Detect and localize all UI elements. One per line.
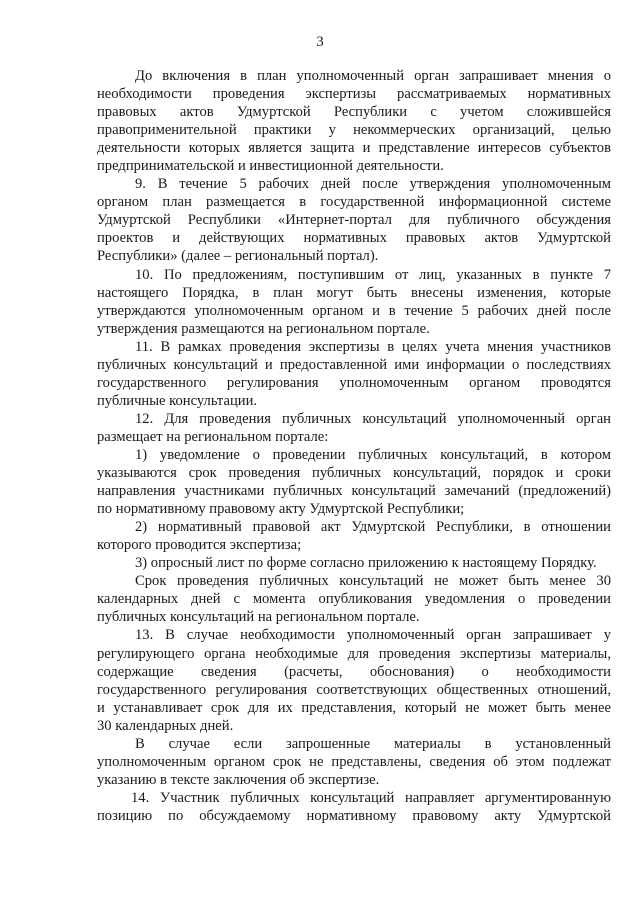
text-line: 9. В течение 5 рабочих дней после утверждения уполномоченным [135,176,611,193]
paragraph-p-10 [97,266,611,338]
paragraph-p-term [97,572,611,626]
text-line: 12. Для проведения публичных консультаций уполномоченный орган [135,410,611,427]
paragraph-p-9 [97,175,611,265]
text-line: предпринимательской и инвестиционной деятельности. [97,158,444,175]
text-line: необходимости проведения экспертизы рассматриваемых нормативных [97,86,611,103]
text-line: 13. В случае необходимости уполномоченный орган запрашивает у [135,627,611,644]
text-line: 30 календарных дней. [97,717,234,734]
document-body [97,67,611,825]
text-line: До включения в план уполномоченный орган запрашивает мнения о [135,68,611,84]
text-line: и устанавливает срок для их представления, который не может быть менее [97,699,611,716]
text-line: позицию по обсуждаемому нормативному правовому акту Удмуртской [97,807,611,824]
text-line: 3) опросный лист по форме согласно приложению к настоящему Порядку. [135,555,597,572]
paragraph-p-12-1 [97,446,611,518]
text-line: правовых актов Удмуртской Республики с учетом сложившейся [97,104,611,121]
text-line: календарных дней с момента опубликования уведомления о проведении [97,591,611,608]
paragraph-p-13-b [97,735,611,789]
paragraph-p-intro [97,67,611,175]
text-line: органом план размещается в государственной информационной системе [97,194,611,211]
text-line: государственного регулирования уполномоченным органом проводятся [97,374,611,391]
text-line: Срок проведения публичных консультаций не может быть менее 30 [135,573,611,590]
text-line: 2) нормативный правовой акт Удмуртской Республики, в отношении [135,519,611,536]
text-line: 1) уведомление о проведении публичных консультаций, в котором [135,446,611,463]
text-line: публичных консультаций и предоставленной ими информации о последствиях [97,356,611,373]
paragraph-p-13 [97,626,611,734]
text-line: правоприменительной практики у некоммерческих организаций, целью [97,122,611,139]
text-line: утверждения размещаются на региональном портале. [97,320,430,337]
text-line: Республики» (далее – региональный портал). [97,248,379,265]
text-line: размещает на региональном портале: [97,428,329,445]
text-line: направления участниками публичных консультаций замечаний (предложений) [97,483,611,500]
text-line: проектов и действующих нормативных правовых актов Удмуртской [97,230,611,247]
text-line: деятельности которых является защита и представление интересов субъектов [97,140,611,157]
paragraph-p-12 [97,410,611,446]
text-line: указанию в тексте заключения об экспертизе. [97,771,380,788]
paragraph-p-14 [97,789,611,825]
text-line: 10. По предложениям, поступившим от лиц, указанных в пункте 7 [135,266,611,283]
text-line: В случае если запрошенные материалы в установленный [135,735,611,752]
text-line: регулирующего органа необходимые для проведения экспертизы материалы, [97,645,611,662]
text-line: по нормативному правовому акту Удмуртской Республики; [97,501,465,518]
page-number: 3 [316,34,324,50]
text-line: публичные консультации. [97,392,258,409]
text-line: 11. В рамках проведения экспертизы в целях учета мнения участников [135,338,611,355]
paragraph-p-12-3 [97,554,611,572]
text-line: Удмуртской Республики «Интернет-портал для публичного обсуждения [97,212,611,229]
text-line: утверждаются уполномоченным органом и в течение 5 рабочих дней после [97,302,611,319]
text-line: которого проводится экспертиза; [97,537,302,554]
text-line: настоящего Порядка, в план могут быть внесены изменения, которые [97,284,611,301]
text-line: 14. Участник публичных консультаций направляет аргументированную [131,789,611,806]
text-line: указываются срок проведения публичных консультаций, порядок и сроки [97,465,611,482]
paragraph-p-11 [97,338,611,410]
paragraph-p-12-2 [97,518,611,554]
text-line: уполномоченным органом срок не представлены, сведения об этом подлежат [97,753,611,770]
text-line: содержащие сведения (расчеты, обоснования) о необходимости [97,663,611,680]
text-line: государственного регулирования соответствующих общественных отношений, [97,681,611,698]
text-line: публичных консультаций на региональном портале. [97,609,420,626]
